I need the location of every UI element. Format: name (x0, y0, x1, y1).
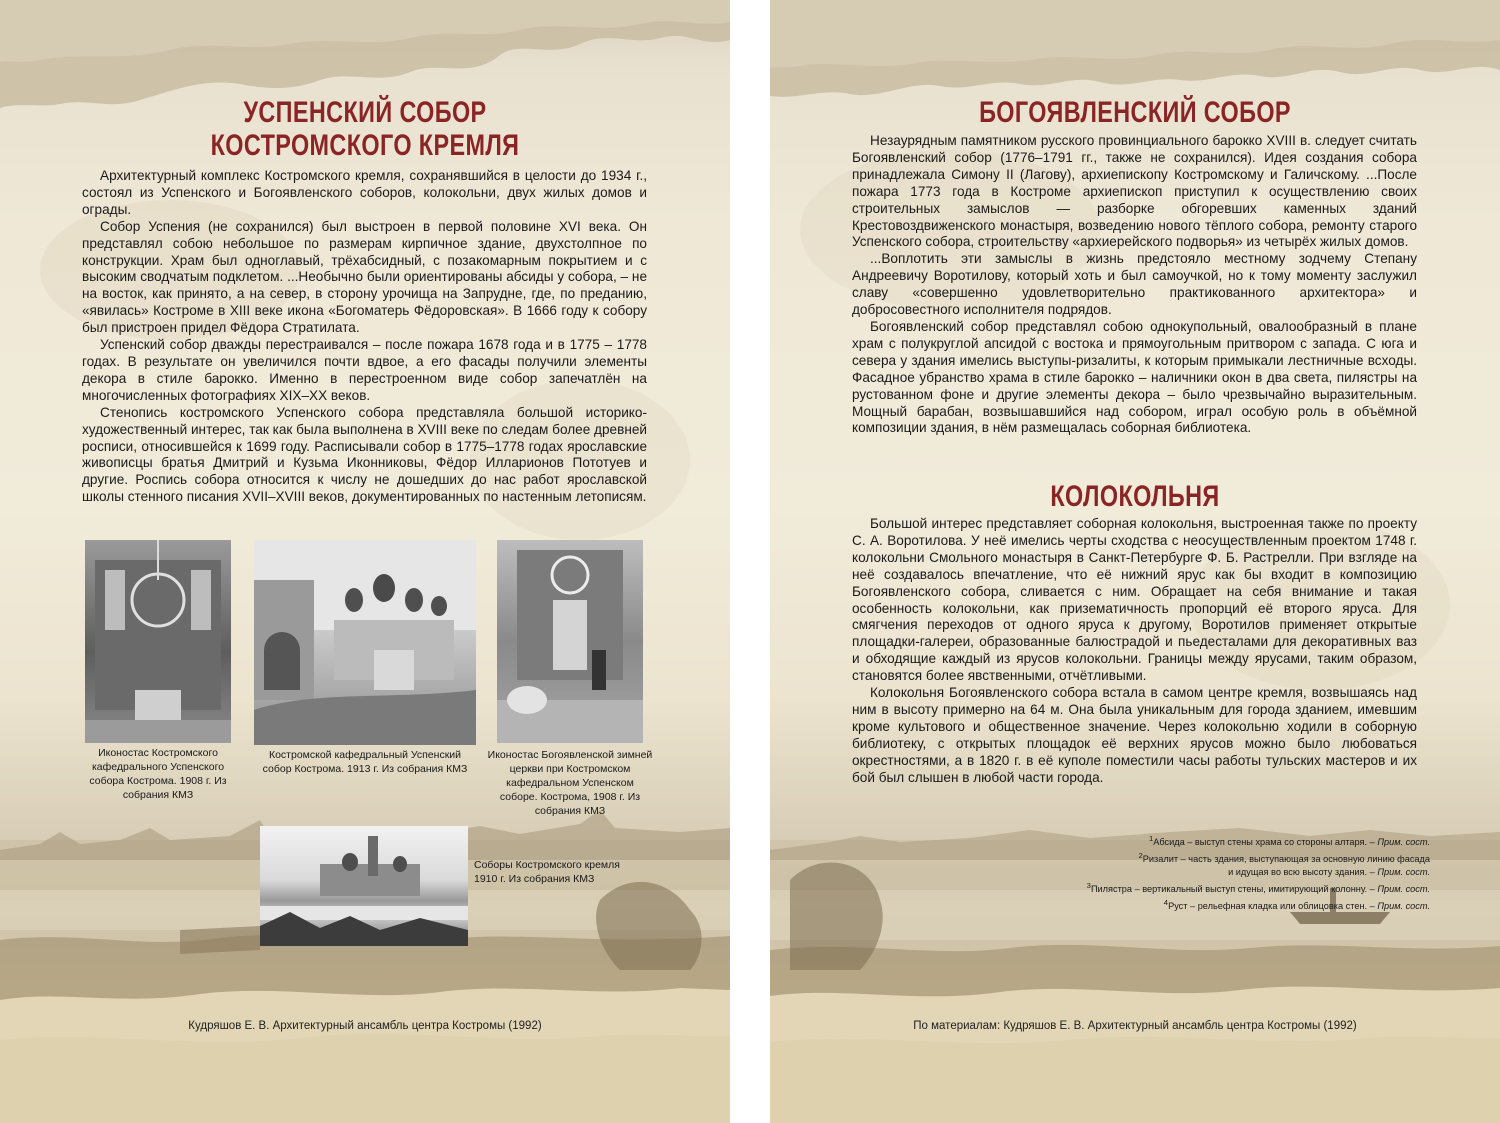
paragraph: Успенский собор дважды перестраивался – после пожара 1678 года и в 1775 – 1778 годах. В результате он увеличился почти вдвое, а его фасады получили элементы декора в стиле барокко. Именно в перестроенном виде собор запечатлён на многочисленных фотографиях XIX–XX веков. (82, 337, 647, 403)
paragraph: Большой интерес представляет соборная колокольня, выстроенная также по проекту С. А. Воротилова. У неё имелись черты сходства с неосуществленным проектом 1748 г. колокольни Смольного монастыря в Санкт-Петербурге Ф. Б. Растрелли. При взгляде на неё создавалось впечатление, что её нижний ярус как бы входит в композицию Богоявленского собора, сливается с ним. Обращает на себя внимание и такая особенность колокольни, как призематичность пропорций её второго яруса. Для смягчения переходов от одного яруса к другому, Воротилов применяет открытые площадки-галереи, образованные балюстрадой и пьедесталами для декоративных ваз и обходящие каждый из ярусов колокольни. Границы между ярусами, таким образом, становятся более явственными, отчётливыми. (852, 516, 1417, 684)
photo-iconostasis-bogoyavlensky (497, 540, 643, 743)
left-panel (0, 0, 730, 1123)
paragraph: Колокольня Богоявленского собора встала в самом центре кремля, возвышаясь над ним в высоту примерно на 64 м. Она была уникальным для города зданием, имевшим кроме культового и общественное значение. Через колокольню ходили в соборную библиотеку, с открытых площадок её верхних ярусов можно было любоваться окрестностями, а в 1820 г. в её куполе поместили часы работы тульских мастеров и их бой был слышен в любой части города. (852, 685, 1417, 785)
caption-photo-1: Иконостас Костромского кафедрального Успенского собора Кострома. 1908 г. Из собрания КМЗ (89, 747, 227, 801)
title-line-2: КОСТРОМСКОГО КРЕМЛЯ (210, 129, 520, 162)
footnotes (1000, 832, 1430, 913)
footnote-2: $^2$Ризалит – часть здания, выступающая за основную линию фасада (1138, 851, 1430, 865)
paragraph: Богоявленский собор представлял собою однокупольный, овалообразный в плане храм с полукруглой апсидой с востока и прямоугольным притвором с запада. С юга и севера у здания имелись выступы-ризалиты, к которым примыкали лестничные всходы. Фасадное убранство храма в стиле барокко – наличники окон в два света, пилястры на рустованном фоне и другие элементы декора – было чрезвычайно выразительным. Мощный барабан, возвышавшийся над собором, играл особую роль в объёмной композиции здания, в нём размещалась соборная библиотека. (852, 318, 1417, 436)
photo-uspensky-cathedral (254, 540, 476, 745)
right-panel (770, 0, 1500, 1123)
torn-paper-bottom (0, 980, 730, 1123)
photo-kremlin-cathedrals (260, 826, 468, 946)
caption-photo-4: Соборы Костромского кремля 1910 г. Из собрания КМЗ (474, 859, 620, 885)
torn-paper-bottom (770, 980, 1500, 1123)
article-body-2 (852, 516, 1417, 787)
caption-photo-2: Костромской кафедральный Успенский собор Кострома. 1913 г. Из собрания КМЗ (262, 749, 468, 775)
footnote-4: $^4$Руст – рельефная кладка или облицовка стен. – Прим. сост. (1163, 898, 1430, 912)
footnote-2-continued: и идущая во всю высоту здания. – Прим. сост. (1228, 867, 1430, 878)
paragraph: ...Воплотить эти замыслы в жизнь предстояло местному зодчему Степану Андреевичу Воротилову, который хоть и был самоучкой, но к тому моменту заслужил славу «совершенно удовлетворительно практикованного архитектора» и добросовестного исполнителя подрядов. (852, 251, 1417, 318)
source-reference: По материалам: Кудряшов Е. В. Архитектурный ансамбль центра Костромы (1992) (913, 1020, 1357, 1032)
section-title-bell-tower: КОЛОКОЛЬНЯ (1050, 480, 1220, 513)
footnote-1: $^1$Абсида – выступ стены храма со стороны алтаря. – Прим. сост. (1148, 834, 1430, 848)
paragraph: Стенопись костромского Успенского собора представляла большой историко-художественный интерес, так как была выполнена в XVIII веке по следам более древней росписи, относившейся к 1699 году. Расписывали собор в 1775–1778 годах ярославские живописцы братья Дмитрий и Кузьма Иконниковы, Фёдор Илларионов Пототуев и другие. Роспись собора относится к числу не дошедших до нас работ ярославской школы стенного писания XVII–XVIII веков, документированных по настенным летописям. (82, 404, 647, 505)
caption-photo-3: Иконостас Богоявленской зимней церкви при Костромском кафедральном Успенском соборе. Кострома, 1908 г. Из собрания КМЗ (487, 749, 653, 817)
photo-iconostasis-uspensky (85, 540, 231, 743)
page-title (170, 96, 560, 162)
paragraph: Незаурядным памятником русского провинциального барокко XVIII в. следует считать Богоявленский собор (1776–1791 гг., также не сохранился). Идея создания собора принадлежала Симону II (Лагову), архиепископу Костромскому и Галичскому. ...После пожара 1773 года в Костроме архиепископ приступил к осуществлению своих строительных замыслов — разборке обгоревших каменных зданий Крестовоздвиженского монастыря, возведению нового тёплого собора, ремонту старого Успенского собора, строительству «архиерейского подворья» из четырёх жилых домов. (852, 133, 1417, 250)
paragraph: Архитектурный комплекс Костромского кремля, сохранявшийся в целости до 1934 г., состоял из Успенского и Богоявленского соборов, колокольни, двух жилых домов и ограды. (82, 168, 647, 217)
article-body (82, 168, 647, 506)
title-line-1: УСПЕНСКИЙ СОБОР (243, 96, 487, 129)
footnote-3: $^3$Пилястра – вертикальный выступ стены, имитирующий колонну. – Прим. сост. (1086, 881, 1430, 895)
article-body-1 (852, 133, 1417, 437)
section-title-bogoyavlensky: БОГОЯВЛЕНСКИЙ СОБОР (979, 96, 1291, 129)
paragraph: Собор Успения (не сохранился) был выстроен в первой половине XVI века. Он представлял собою небольшое по размерам кирпичное здание, двухстолпное по конструкции. Храм был одноглавый, трёхабсидный, с позакомарным покрытием и с высоким сводчатым подклетом. ...Необычно были ориентированы абсиды у собора, – не на восток, как принято, а на север, в сторону урочища на Запрудне, где, по преданию, «явилась» Костроме в XIII веке икона «Богоматерь Фёдоровская». В 1666 году к собору был пристроен придел Фёдора Стратилата. (82, 218, 647, 336)
source-reference: Кудряшов Е. В. Архитектурный ансамбль центра Костромы (1992) (188, 1020, 542, 1032)
